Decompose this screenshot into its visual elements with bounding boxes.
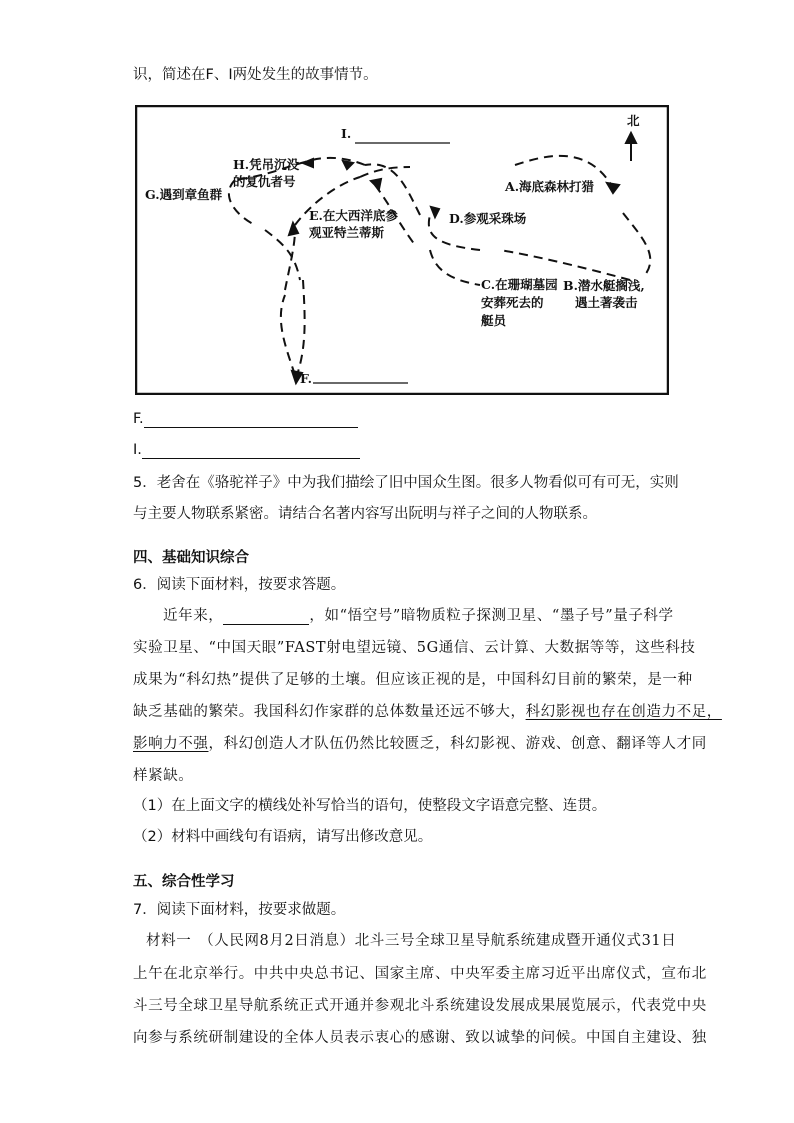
map-label-E-1: E.在大西洋底参 — [309, 208, 398, 223]
map-label-G: G.遇到章鱼群 — [145, 187, 223, 202]
q6-intro: 6．阅读下面材料，按要求答题。 — [133, 577, 346, 593]
route-map — [135, 105, 669, 395]
q5-line2: 与主要人物联系紧密。请结合名著内容写出阮明与祥子之间的人物联系。 — [133, 506, 597, 522]
q7-intro: 7．阅读下面材料，按要求做题。 — [133, 902, 346, 918]
material1-line3: 斗三号全球卫星导航系统正式开通并参观北斗系统建设发展成果展览展示，代表党中央 — [133, 998, 707, 1014]
intro-line: 识，简述在F、I两处发生的故事情节。 — [133, 67, 378, 83]
route-arrows — [289, 133, 636, 383]
underlined-sentence-part1: 科幻影视也存在创造力不足， — [525, 704, 722, 720]
map-label-C-3: 艇员 — [481, 313, 507, 328]
q6-para-line3: 成果为“科幻热”提供了足够的土壤。但应该正视的是，中国科幻目前的繁荣，是一种 — [133, 672, 693, 688]
north-arrow-icon — [626, 133, 636, 143]
map-label-B-1: B.潜水艇搁浅, — [563, 278, 645, 293]
answer-F[interactable]: F. — [133, 410, 358, 428]
map-label-C-1: C.在珊瑚墓园 — [481, 277, 558, 292]
map-label-I: I. — [341, 126, 352, 141]
section5-title: 五、综合性学习 — [133, 874, 235, 890]
q6-para-line4: 缺乏基础的繁荣。我国科幻作家群的总体数量还远不够大，科幻影视也存在创造力不足， — [133, 704, 722, 720]
section4-title: 四、基础知识综合 — [133, 550, 249, 566]
map-label-H-1: H.凭吊沉没 — [233, 157, 300, 172]
q6-sub1: （1）在上面文字的横线处补写恰当的语句，使整段文字语意完整、连贯。 — [133, 798, 607, 814]
material1-line1: 材料一 （人民网8月2日消息）北斗三号全球卫星导航系统建成暨开通仪式31日 — [146, 933, 677, 949]
map-label-H-2: 的复仇者号 — [233, 174, 296, 189]
answer-I-blank — [142, 444, 360, 459]
q6-sub2: （2）材料中画线句有语病，请写出修改意见。 — [133, 829, 433, 845]
material1-line4: 向参与系统研制建设的全体人员表示衷心的感谢、致以诚挚的问候。中国自主建设、独 — [133, 1030, 707, 1046]
map-label-D: D.参观采珠场 — [449, 211, 527, 226]
answer-F-blank — [144, 413, 358, 428]
map-label-A: A.海底森林打猎 — [505, 179, 595, 194]
map-frame — [136, 106, 668, 394]
north-label: 北 — [627, 113, 640, 128]
map-label-B-2: 遇土著袭击 — [575, 295, 638, 310]
q6-para-line2: 实验卫星、“中国天眼”FAST射电望远镜、5G通信、云计算、大数据等等，这些科技 — [133, 640, 696, 656]
q6-para-line5: 影响力不强，科幻创造人才队伍仍然比较匮乏，科幻影视、游戏、创意、翻译等人才同 — [133, 736, 707, 752]
map-label-E-2: 观亚特兰蒂斯 — [309, 225, 385, 240]
q5-line1: 5．老舍在《骆驼祥子》中为我们描绘了旧中国众生图。很多人物看似可有可无，实则 — [133, 475, 679, 491]
map-label-F: F. — [300, 371, 312, 386]
q6-para-line6: 样紧缺。 — [133, 768, 194, 784]
q6-para-line1: 近年来， ，如“悟空号”暗物质粒子探测卫星、“墨子号”量子科学 — [163, 608, 674, 624]
underlined-sentence-part2: 影响力不强 — [133, 736, 209, 752]
q6-fill-blank[interactable] — [223, 610, 309, 625]
map-label-C-2: 安葬死去的 — [481, 295, 544, 310]
material1-line2: 上午在北京举行。中共中央总书记、国家主席、中央军委主席习近平出席仪式，宣布北 — [133, 966, 707, 982]
answer-I[interactable]: I. — [133, 441, 360, 459]
